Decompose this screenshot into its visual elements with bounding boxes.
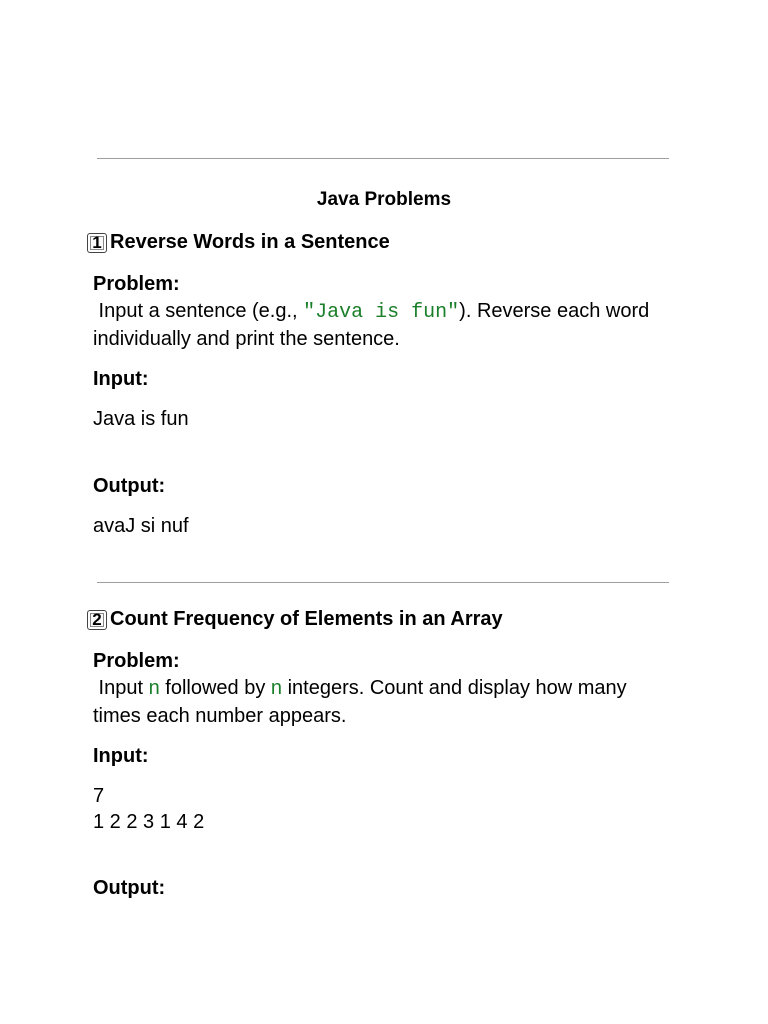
variable-n: n [270, 677, 283, 699]
problem-2-problem-label: Problem: [93, 650, 180, 672]
document-title: Java Problems [316, 189, 452, 210]
problem-2-input-label: Input: [93, 745, 149, 767]
problem-1-input-label: Input: [93, 368, 149, 390]
problem-2-title: Count Frequency of Elements in an Array [110, 608, 503, 630]
problem-2-description-line-1: Input n followed by n integers. Count and display how many [93, 677, 627, 699]
keycap-number-2-icon: 2 [87, 610, 107, 630]
problem-1-heading [87, 231, 390, 254]
divider-top [97, 158, 669, 159]
problem-2-heading [87, 608, 503, 631]
problem-2-input-line-2: 1 2 2 3 1 4 2 [93, 811, 205, 833]
problem-1-description-line-1: Input a sentence (e.g., "Java is fun"). Reverse each word [93, 300, 650, 324]
inline-code: "Java is fun" [303, 301, 460, 324]
problem-1-input-value: Java is fun [93, 408, 189, 430]
variable-n: n [148, 677, 160, 699]
problem-1-output-value: avaJ si nuf [93, 515, 189, 537]
problem-2-description-line-2: times each number appears. [93, 705, 347, 727]
problem-1-output-label: Output: [93, 475, 166, 497]
problem-1-description-line-2: individually and print the sentence. [93, 328, 400, 350]
problem-1-title: Reverse Words in a Sentence [110, 231, 390, 253]
problem-2-input-line-1: 7 [93, 785, 105, 807]
divider-middle [97, 582, 669, 583]
problem-1-problem-label: Problem: [93, 273, 180, 295]
problem-2-output-label: Output: [93, 877, 166, 899]
keycap-number-1-icon: 1 [87, 233, 107, 253]
